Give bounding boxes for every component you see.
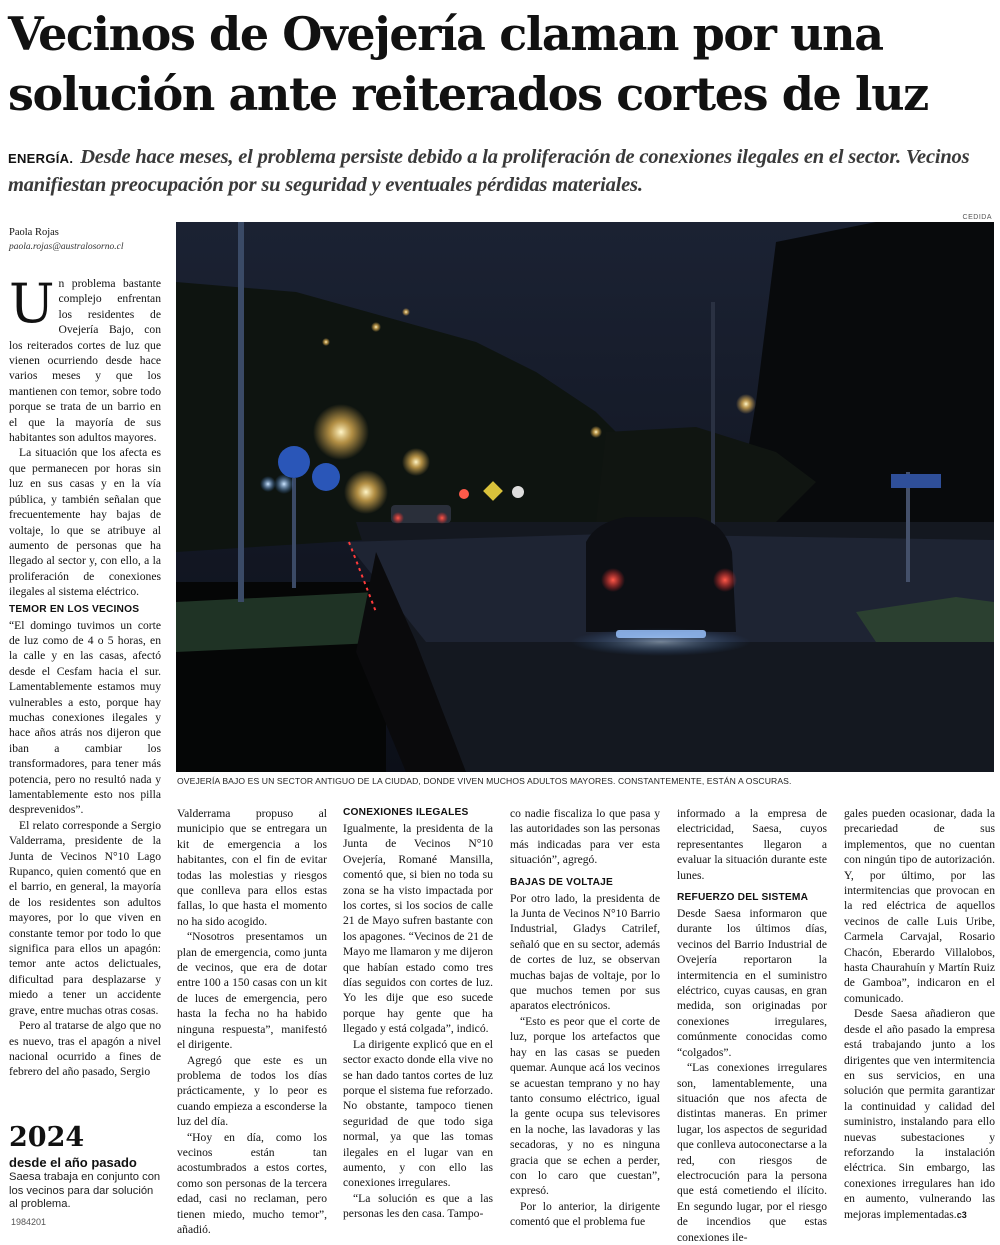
stat-subtitle: desde el año pasado bbox=[9, 1155, 137, 1170]
paragraph: informado a la empresa de electricidad, Saesa, cuyos representantes llegaron a evaluar la situación durante este lunes. bbox=[677, 807, 827, 882]
deck bbox=[8, 144, 996, 198]
paragraph: Agregó que este es un problema de todos los días prácticamente, y lo peor es cuando empieza a esconderse la luz del día. bbox=[177, 1053, 327, 1129]
stat-box bbox=[9, 1122, 164, 1212]
paragraph: Valderrama propuso al municipio que se entregara un kit de emergencia a los habitantes, con el fin de evitar todas las molestias y riesgos que conlleva para ellos estas fallas, lo que hasta el momento no ha sido acogido. bbox=[177, 807, 327, 928]
subhead-refuerzo: REFUERZO DEL SISTEMA bbox=[677, 892, 809, 904]
paragraph: co nadie fiscaliza lo que pasa y las autoridades son las personas más indicadas para ver esta situación”, agregó. bbox=[510, 807, 660, 867]
subhead-bajas: BAJAS DE VOLTAJE bbox=[510, 876, 614, 888]
paragraph: La dirigente explicó que en el sector exacto donde ella vive no se han dado tantos cortes de luz porque el sistema fue reforzado. No obstante, tampoco tienen seguridad de que todo siga normal, ya que las tomas ilegales en el lugar van en aumento, y con ello las conexiones irregulares. bbox=[343, 1037, 493, 1190]
headline: Vecinos de Ovejería claman por una solución ante reiterados cortes de luz bbox=[8, 7, 928, 121]
paragraph: “La solución es que a las personas les den casa. Tampo- bbox=[343, 1191, 493, 1221]
stat-description: Saesa trabaja en conjunto con los vecinos para dar solución al problema. bbox=[9, 1171, 161, 1211]
deck-text: Desde hace meses, el problema persiste debido a la proliferación de conexiones ilegales en el sector. Vecinos manifiestan preocupación por su seguridad y eventuales pérdidas materiales. bbox=[8, 146, 970, 196]
article-column-4 bbox=[510, 806, 660, 1230]
paragraph: El relato corresponde a Sergio Valderrama, presidente de la Junta de Vecinos N°10 Lago Rupanco, quien comentó que en el barrio, en general, la mayoría de los residentes son adultos mayores, por lo que viven en constante temor por todo lo que significa para ellos un apagón: temor ante actos delictuales, dificultad para desplazarse y miedo a tener un accidente grave, entre muchas otras cosas. bbox=[9, 818, 161, 1017]
paragraph: Por lo anterior, la dirigente comentó que el problema fue bbox=[510, 1199, 660, 1229]
drop-cap: U bbox=[9, 272, 55, 335]
paragraph: La situación que los afecta es que permanecen por horas sin luz en sus casas y en la vía pública, y también señalan que frecuentemente hay bajas de voltaje, lo que se atribuye al aumento de personas que ha llegado al sector y, con ello, a la proliferación de conexiones ilegales al sistema eléctrico. bbox=[9, 446, 161, 599]
author-name: Paola Rojas bbox=[9, 227, 59, 238]
paragraph: “Nosotros presentamos un plan de emergencia, como junta de vecinos, que era de dotar entre 100 a 150 casas con un kit de luces de emergencia, pero hasta la fecha no ha habido ninguna respuesta”, manifestó el dirigente. bbox=[177, 930, 327, 1052]
page-code: 1984201 bbox=[11, 1217, 47, 1227]
article-column-6 bbox=[844, 806, 995, 1223]
paragraph: Por otro lado, la presidenta de la Junta de Vecinos N°10 Barrio Industrial, Gladys Catrilef, señaló que en su sector, además de cortes de luz, se observan muchas bajas de voltaje, por lo que muchos temen por sus aparatos electrónicos. bbox=[510, 891, 660, 1013]
paragraph: gales pueden ocasionar, dada la precariedad de sus implementos, que no cuentan con ningún tipo de autorización. Y, por último, por las intermitencias que provocan en la red eléctrica de aquellos vecinos de calle Luis Uribe, Carmela Carvajal, Rosario Chacón, Eberardo Villalobos, hasta Chaurahuín y Martín Ruiz de Gamboa”, indicaron en el comunicado. bbox=[844, 807, 995, 1005]
subhead-conexiones: CONEXIONES ILEGALES bbox=[343, 807, 469, 818]
article-column-1 bbox=[9, 272, 161, 1080]
byline bbox=[9, 226, 169, 254]
paragraph: “El domingo tuvimos un corte de luz como de 4 o 5 horas, en la calle y en las casas, afectó desde el Cesfam hacia el sur. Lamentablemente estamos muy vulnerables a esto, porque hay muchas conexiones ilegales y hace años atrás nos dijeron que iban a cambiar los transformadores, para tener más potencia, pero no resultó nada y lamentablemente esto nos pilla desprevenidos”. bbox=[9, 618, 161, 817]
article-column-3 bbox=[343, 806, 493, 1222]
article-column-5 bbox=[677, 806, 827, 1245]
paragraph: Desde Saesa informaron que durante los últimos días, vecinos del Barrio Industrial de Ovejería reportaron la intermitencia en el suministro eléctrico, cuyas causas, en gran medida, son originadas por conexiones irregulares, comúnmente conocidas como “colgados”. bbox=[677, 907, 827, 1059]
paragraph: n problema bastante complejo enfrentan los residentes de Ovejería Bajo, con los reiterados cortes de luz que vienen ocurriendo desde hace varios meses y que los mantienen con temor, sobre todo porque se trata de un barrio en el que la mayoría de sus habitantes son adultos mayores. bbox=[9, 277, 161, 445]
paragraph: “Hoy en día, como los vecinos están tan acostumbrados a estos cortes, como son personas de la tercera edad, casi no reclaman, pero tienen miedo, mucho temor”, añadió. bbox=[177, 1130, 327, 1236]
paragraph: “Las conexiones irregulares son, lamentablemente, una situación que nos afecta de distintas maneras. En primer lugar, los aspectos de seguridad que conlleva autoconectarse a la red, con riesgos de electrocución para la persona que está cometiendo el ilícito. En segundo lugar, por el riesgo de incendios que estas conexiones ile- bbox=[677, 1061, 827, 1244]
article-column-2 bbox=[177, 806, 327, 1237]
paragraph: “Esto es peor que el corte de luz, porque los artefactos que hay en las casas se pueden quemar. Aunque acá los vecinos se acuestan temprano y no hay tanto consumo eléctrico, igual la gente ocupa sus televisores en la noche, las lavadoras y las secadoras, y no es ninguna gracia que se echen a perder, con lo caro que cuestan”, expresó. bbox=[510, 1014, 660, 1198]
section-tag: ENERGÍA. bbox=[8, 151, 74, 166]
paragraph bbox=[844, 1006, 995, 1223]
paragraph: Pero al tratarse de algo que no es nuevo, tras el apagón a nivel nacional ocurrido a fines de febrero del año pasado, Sergio bbox=[9, 1019, 161, 1079]
stat-number: 2024 bbox=[9, 1122, 85, 1153]
photo-caption: OVEJERÍA BAJO ES UN SECTOR ANTIGUO DE LA CIUDAD, DONDE VIVEN MUCHOS ADULTOS MAYORES. CONSTANTEMENTE, ESTÁN A OSCURAS. bbox=[177, 776, 792, 786]
night-street-photo bbox=[176, 222, 994, 772]
subhead-temor: TEMOR EN LOS VECINOS bbox=[9, 603, 140, 615]
author-email: paola.rojas@australosorno.cl bbox=[9, 242, 124, 252]
paragraph: Igualmente, la presidenta de la Junta de Vecinos N°10 Ovejería, Romané Mansilla, comentó que, si bien no toda su zona se ha visto impactada por los cortes, si los socios de calle 21 de Mayo sufren bastante con los apagones. “Vecinos de 21 de Mayo me llamaron y me dijeron que habían estado como tres días seguidos con cortes de luz. Yo les dije que eso sucede porque hay gente que ha llegado y está colgada”, indicó. bbox=[343, 822, 493, 1036]
photo-credit: CEDIDA bbox=[962, 214, 992, 221]
paragraph-text: Desde Saesa añadieron que desde el año pasado la empresa está trabajando junto a los dirigentes que ven intermitencia en sus servicios, en una solución que permita garantizar la continuidad y calidad del suministro, instalando para ello nuevas subestaciones y reforzando la instalación eléctrica. Sin embargo, las conexiones irregulares han ido en aumento, vulnerando las mejoras implementadas. bbox=[844, 1007, 995, 1221]
end-mark: c3 bbox=[956, 1209, 967, 1220]
